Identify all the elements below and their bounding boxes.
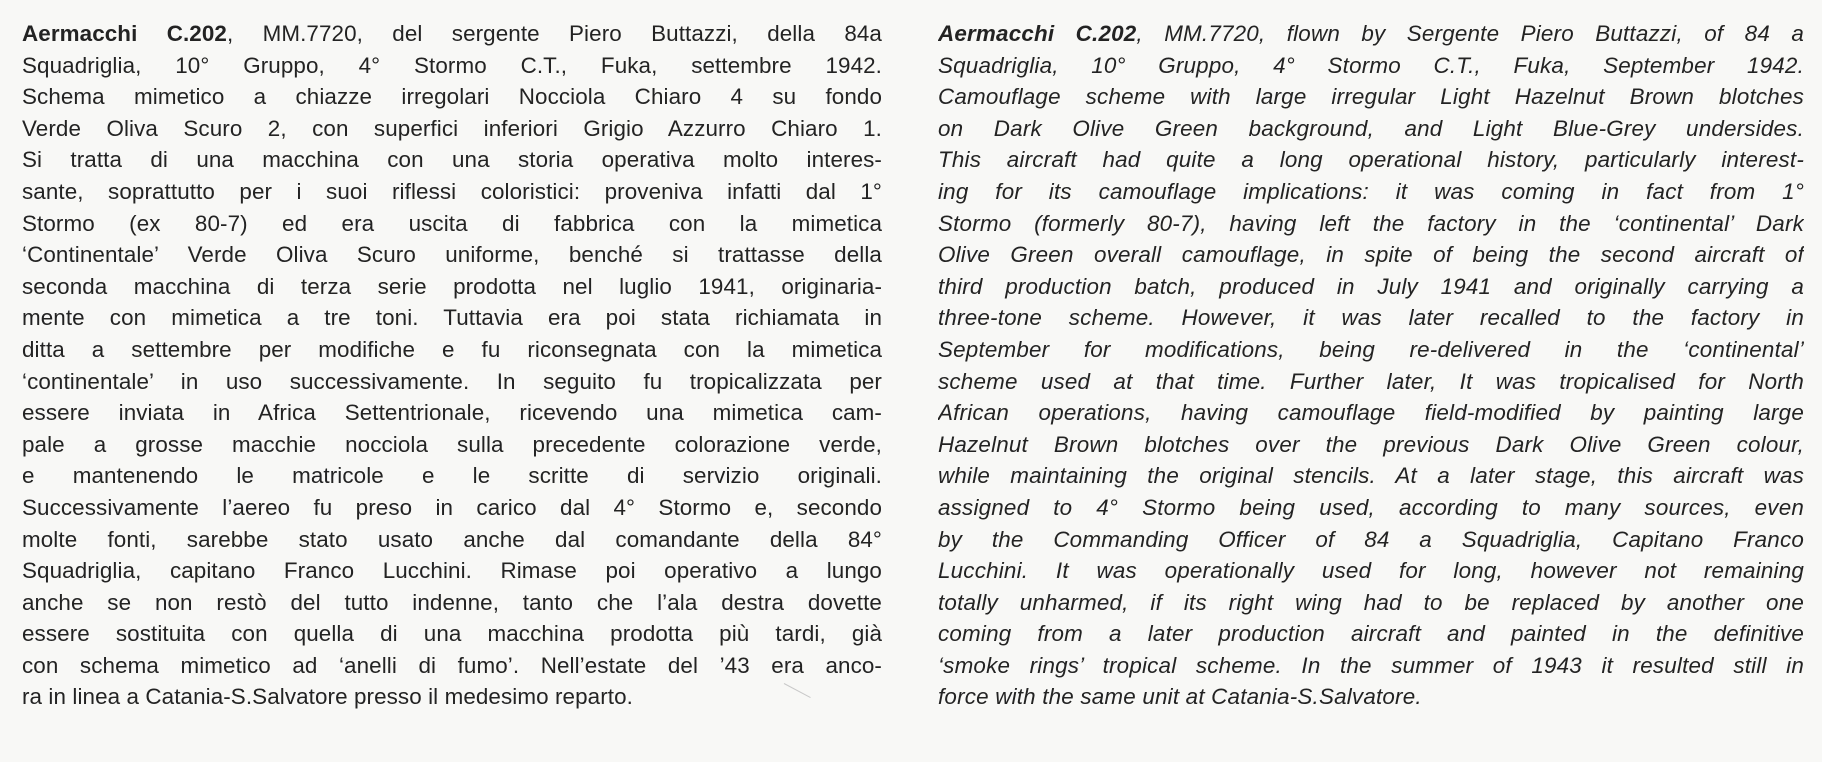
italian-caption-line: Si tratta di una macchina con una storia operativa molto interes-: [22, 147, 882, 173]
italian-caption-line: essere inviata in Africa Settentrionale, ricevendo una mimetica cam-: [22, 400, 882, 426]
italian-caption-line: mente con mimetica a tre toni. Tuttavia era poi stata richiamata in: [22, 305, 882, 331]
italian-caption-line: e mantenendo le matricole e le scritte di servizio originali.: [22, 463, 882, 489]
italian-caption-line: Squadriglia, 10° Gruppo, 4° Stormo C.T., Fuka, settembre 1942.: [22, 52, 882, 78]
english-caption-line: Camouflage scheme with large irregular Light Hazelnut Brown blotches: [938, 84, 1804, 110]
english-caption-line: Squadriglia, 10° Gruppo, 4° Stormo C.T., Fuka, September 1942.: [938, 52, 1804, 78]
english-title-details: , MM.7720, flown by Sergente Piero Buttazzi, of 84 a: [1136, 21, 1804, 46]
english-caption-line: African operations, having camouflage field-modified by painting large: [938, 400, 1804, 426]
italian-caption-line: Schema mimetico a chiazze irregolari Nocciola Chiaro 4 su fondo: [22, 84, 882, 110]
italian-caption-line: Verde Oliva Scuro 2, con superfici inferiori Grigio Azzurro Chiaro 1.: [22, 115, 882, 141]
italian-caption-column: [22, 18, 882, 713]
italian-caption-line: Successivamente l’aereo fu preso in carico dal 4° Stormo e, secondo: [22, 494, 882, 520]
italian-caption-line: molte fonti, sarebbe stato usato anche dal comandante della 84°: [22, 526, 882, 552]
italian-title-details: , MM.7720, del sergente Piero Buttazzi, della 84a: [226, 21, 882, 46]
english-caption-line: third production batch, produced in July 1941 and originally carrying a: [938, 273, 1804, 299]
english-caption-line: Olive Green overall camouflage, in spite of being the second aircraft of: [938, 242, 1804, 268]
italian-caption-line: pale a grosse macchie nocciola sulla precedente colorazione verde,: [22, 431, 882, 457]
english-caption-line: ‘smoke rings’ tropical scheme. In the summer of 1943 it resulted still in: [938, 652, 1804, 678]
english-caption-line: Stormo (formerly 80-7), having left the factory in the ‘continental’ Dark: [938, 210, 1804, 236]
english-caption-line: coming from a later production aircraft and painted in the definitive: [938, 621, 1804, 647]
english-caption-line: ing for its camouflage implications: it was coming in fact from 1°: [938, 178, 1804, 204]
english-caption-line: Lucchini. It was operationally used for long, however not remaining: [938, 558, 1804, 584]
english-caption-line: Hazelnut Brown blotches over the previous Dark Olive Green colour,: [938, 431, 1804, 457]
english-caption-line: September for modifications, being re-delivered in the ‘continental’: [938, 336, 1804, 362]
english-caption-line: assigned to 4° Stormo being used, according to many sources, even: [938, 494, 1804, 520]
english-caption-line: on Dark Olive Green background, and Light Blue-Grey undersides.: [938, 115, 1804, 141]
english-caption-line: three-tone scheme. However, it was later recalled to the factory in: [938, 305, 1804, 331]
italian-caption-line: con schema mimetico ad ‘anelli di fumo’. Nell’estate del ’43 era anco-: [22, 652, 882, 678]
italian-caption-line: seconda macchina di terza serie prodotta nel luglio 1941, originaria-: [22, 273, 882, 299]
italian-caption-line: ‘Continentale’ Verde Oliva Scuro uniforme, benché si trattasse della: [22, 242, 882, 268]
italian-caption-line: ‘continentale’ in uso successivamente. In seguito fu tropicalizzata per: [22, 368, 882, 394]
italian-caption-line: Squadriglia, capitano Franco Lucchini. Rimase poi operativo a lungo: [22, 558, 882, 584]
italian-caption-line: ditta a settembre per modifiche e fu riconsegnata con la mimetica: [22, 336, 882, 362]
italian-caption-line: ra in linea a Catania-S.Salvatore presso il medesimo reparto.: [22, 684, 633, 710]
english-aircraft-name: Aermacchi C.202: [938, 21, 1137, 46]
english-caption-line: totally unharmed, if its right wing had to be replaced by another one: [938, 589, 1804, 615]
english-caption-line: while maintaining the original stencils. At a later stage, this aircraft was: [938, 463, 1804, 489]
english-caption-line: by the Commanding Officer of 84 a Squadriglia, Capitano Franco: [938, 526, 1804, 552]
italian-caption-line: anche se non restò del tutto indenne, tanto che l’ala destra dovette: [22, 589, 882, 615]
italian-caption-line: essere sostituita con quella di una macchina prodotta più tardi, già: [22, 621, 882, 647]
italian-aircraft-name: Aermacchi C.202: [22, 21, 227, 46]
english-caption-title-line: [938, 18, 1804, 50]
english-caption-column: [938, 18, 1804, 713]
english-caption-line: This aircraft had quite a long operational history, particularly interest-: [938, 147, 1804, 173]
italian-caption-line: sante, soprattutto per i suoi riflessi coloristici: proveniva infatti dal 1°: [22, 178, 882, 204]
italian-caption-title-line: [22, 18, 882, 50]
english-caption-line: scheme used at that time. Further later, It was tropicalised for North: [938, 368, 1804, 394]
italian-caption-line: Stormo (ex 80-7) ed era uscita di fabbrica con la mimetica: [22, 210, 882, 236]
english-caption-line: force with the same unit at Catania-S.Salvatore.: [938, 684, 1422, 710]
